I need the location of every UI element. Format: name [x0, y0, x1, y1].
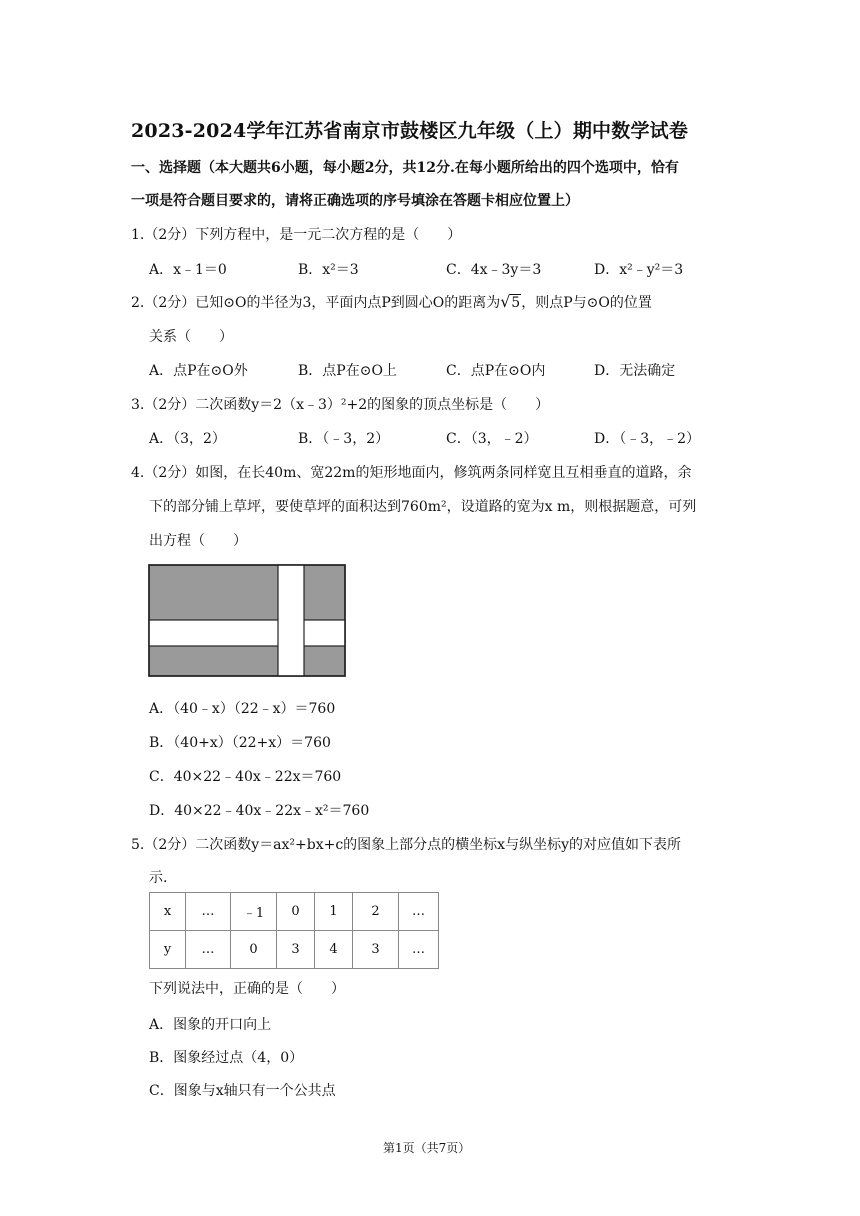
- q3-option-d: D．（﹣3，﹣2）: [594, 431, 701, 447]
- q4-option-c: C．40×22﹣40x﹣22x＝760: [149, 769, 342, 785]
- table-cell: y: [150, 931, 186, 969]
- q2-option-d: D．无法确定: [594, 363, 676, 379]
- q4-stem-line2: 下的部分铺上草坪，要使草坪的面积达到760m²，设道路的宽为x m，则根据题意，可列: [149, 499, 697, 515]
- q3-stem: 3.（2分）二次函数y＝2（x﹣3）²+2的图象的顶点坐标是（ ）: [131, 397, 550, 413]
- table-cell: …: [186, 931, 231, 969]
- q2-stem-part1: 2.（2分）已知⊙O的半径为3，平面内点P到圆心O的距离为: [131, 295, 501, 311]
- q2-radicand: 5: [511, 295, 521, 311]
- q3-option-c: C．（3，﹣2）: [446, 431, 538, 447]
- q4-option-a: A．（40﹣x）（22﹣x）＝760: [149, 701, 336, 717]
- table-cell: ﹣1: [231, 893, 277, 931]
- table-cell: 3: [353, 931, 399, 969]
- horizontal-road: [149, 620, 345, 646]
- table-cell: …: [399, 931, 439, 969]
- q4-stem-line1: 4.（2分）如图，在长40m、宽22m的矩形地面内，修筑两条同样宽且互相垂直的道路，余: [131, 465, 692, 481]
- table-cell: 1: [315, 893, 353, 931]
- page-title: 2023-2024学年江苏省南京市鼓楼区九年级（上）期中数学试卷: [131, 120, 689, 142]
- q1-option-b: B．x²＝3: [298, 262, 359, 278]
- q1-stem: 1.（2分）下列方程中，是一元二次方程的是（ ）: [131, 227, 462, 243]
- q1-option-d: D．x²﹣y²＝3: [594, 262, 684, 278]
- q3-option-b: B．（﹣3，2）: [298, 431, 390, 447]
- q5-option-b: B．图象经过点（4，0）: [149, 1050, 304, 1066]
- q2-stem-part2: ，则点P与⊙O的位置: [521, 295, 652, 311]
- q5-stem-line2: 示.: [149, 870, 168, 886]
- table-cell: …: [186, 893, 231, 931]
- table-cell: 2: [353, 893, 399, 931]
- q4-option-b: B．（40+x）（22+x）＝760: [149, 735, 331, 751]
- q1-option-c: C．4x﹣3y＝3: [446, 262, 542, 278]
- table-cell: 0: [277, 893, 315, 931]
- q2-option-b: B．点P在⊙O上: [298, 363, 397, 379]
- table-cell: …: [399, 893, 439, 931]
- sqrt-symbol: √ 5: [500, 292, 521, 311]
- q4-stem-line3: 出方程（ ）: [149, 533, 247, 549]
- table-row-x: [150, 893, 439, 931]
- q5-prompt: 下列说法中，正确的是（ ）: [149, 981, 345, 997]
- q5-value-table: [149, 892, 439, 969]
- q2-stem: [131, 292, 652, 312]
- q4-field-figure: [148, 564, 348, 678]
- section-heading-line1: 一、选择题（本大题共6小题，每小题2分，共12分.在每小题所给出的四个选项中，恰有: [131, 160, 679, 176]
- table-cell: 4: [315, 931, 353, 969]
- q2-option-a: A．点P在⊙O外: [149, 363, 248, 379]
- q5-stem-line1: 5.（2分）二次函数y＝ax²+bx+c的图象上部分点的横坐标x与纵坐标y的对应值如下表所: [131, 837, 681, 853]
- q1-option-a: A．x﹣1＝0: [149, 262, 227, 278]
- q2-stem-line2: 关系（ ）: [149, 329, 233, 345]
- q3-option-a: A．（3，2）: [149, 431, 226, 447]
- q5-option-c: C．图象与x轴只有一个公共点: [149, 1083, 336, 1099]
- q5-option-a: A．图象的开口向上: [149, 1017, 272, 1033]
- table-cell: 0: [231, 931, 277, 969]
- table-row-y: [150, 931, 439, 969]
- q2-option-c: C．点P在⊙O内: [446, 363, 546, 379]
- table-cell: x: [150, 893, 186, 931]
- section-heading-line2: 一项是符合题目要求的，请将正确选项的序号填涂在答题卡相应位置上）: [131, 193, 579, 209]
- table-cell: 3: [277, 931, 315, 969]
- road-intersection: [279, 621, 303, 645]
- page-footer: 第1页（共7页）: [383, 1141, 471, 1155]
- q4-option-d: D．40×22﹣40x﹣22x﹣x²＝760: [149, 803, 370, 819]
- vertical-road: [278, 565, 304, 676]
